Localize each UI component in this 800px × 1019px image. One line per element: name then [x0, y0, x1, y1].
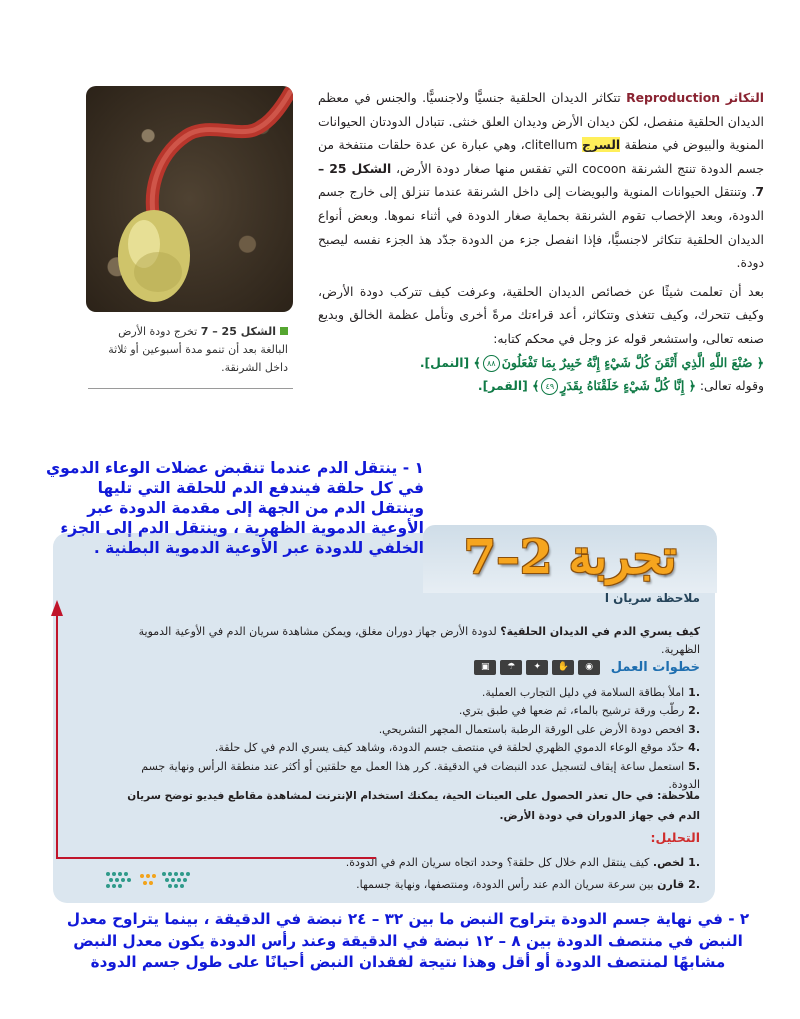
experiment-title: تجربة 2–7: [463, 530, 677, 585]
reproduction-text-3: . وتنتقل الحيوانات المنوية والبويضات إلى داخل الشرنقة عندما تنزلق إلى خارج جسم الدودة، وبعد الإخصاب تقوم الشرنقة بحماية صغار الدودة في أثناء نموها. وبعض أنواع الديدان الحلقية تتكاثر لاجنسيًّا، فإذا انفصل جزء من الدودة جدّد هذ الجزء نفسه ليصبح دودة.: [318, 184, 764, 271]
step-number: .1: [688, 686, 700, 699]
experiment-note: ملاحظة: في حال تعذر الحصول على العينات الحية، يمكنك استخدام الإنترنت لمشاهدة مقاطع فيديو توضح سريان الدم في جهاز الدوران في دودة الأرض.: [127, 790, 700, 822]
steps-list: [110, 684, 700, 794]
reproduction-term: التكاثر Reproduction: [626, 90, 764, 105]
figure-reference: الشكل 25 – 7: [318, 160, 764, 200]
experiment-subtitle: ملاحظة سريان ا: [604, 591, 700, 605]
analysis-heading: التحليل:: [650, 830, 700, 845]
animal-safety-icon: ✦: [526, 660, 548, 675]
verse-number-1: ٨٨: [483, 355, 500, 372]
list-item: [110, 852, 700, 874]
step-text: رطّب ورقة ترشيح بالماء، ثم ضعها في طبق بتري.: [458, 704, 685, 718]
experiment-intro-text: لدودة الأرض جهاز دوران مغلق، ويمكن مشاهدة سريان الدم في الأوعية الدموية الظهرية.: [138, 625, 700, 656]
caption-label: الشكل 25 – 7: [200, 325, 276, 338]
analysis-text: بين سرعة سريان الدم عند رأس الدودة، ومنتصفها، ونهاية جسمها.: [356, 878, 658, 891]
list-item: [110, 684, 700, 702]
step-number: .4: [688, 741, 700, 755]
annotation-note-2: ٢ - في نهاية جسم الدودة يتراوح النبض ما بين ٣٢ – ٢٤ نبضة في الدقيقة ، بينما يتراوح معدل النبض في منتصف الدودة بين ٨ – ١٢ نبضة في الدقيقة وعند رأس الدودة يكون معدل النبض مشابهًا لمنتصف الدودة أو أقل وهذا نتيجة لفقدان النبض أحيانًا على طول جسم الدودة: [66, 910, 750, 971]
list-item: [110, 739, 700, 757]
reflection-paragraph: [318, 280, 764, 398]
clitellum-highlight: السرج: [581, 137, 621, 153]
step-text: املأ بطاقة السلامة في دليل التجارب العملية.: [481, 686, 685, 699]
steps-heading: [440, 660, 700, 675]
analysis-list: [110, 852, 700, 896]
verse-source-1: ﴾ [النمل].: [419, 354, 481, 370]
analysis-label: لخص.: [652, 856, 685, 869]
caption-text: تخرج دودة الأرض البالغة بعد أن تنمو مدة أسبوعين أو ثلاثة داخل الشرنقة.: [108, 325, 288, 374]
analysis-number: .2: [688, 878, 700, 891]
analysis-label: قارن: [657, 878, 685, 891]
figure-caption: [88, 323, 288, 377]
caption-marker: [280, 327, 288, 335]
hand-safety-icon: ✋: [552, 660, 574, 675]
verse-number-2: ٤٩: [541, 378, 558, 395]
wash-hands-icon: ☂: [500, 660, 522, 675]
step-text: افحص دودة الأرض على الورقة الرطبة باستعمال المجهر التشريحي.: [378, 722, 685, 736]
reproduction-text-1: تتكاثر الديدان الحلقية جنسيًّا ولاجنسيًّا. والجنس في معظم الديدان الحلقية منفصل، لكن ديدان الأرض وديدان العلق خنثى. تتبادل الدودتان الحيوانات المنوية والبيوض في منطقة: [318, 90, 764, 153]
quran-verse-2: ﴿ إِنَّا كُلَّ شَيْءٍ خَلَقْنَاهُ بِقَدَرٍ: [560, 378, 696, 394]
step-number: .5: [688, 759, 700, 773]
step-text: استعمل ساعة إيقاف لتسجيل عدد النبضات في الدقيقة. كرر هذا العمل مع حلقتين أو أكثر عند منطقة الرأس ونهاية جسم الدودة.: [141, 759, 700, 792]
reproduction-paragraph: [318, 86, 764, 275]
vision-logo-icon: [102, 866, 198, 896]
list-item: [110, 721, 700, 739]
caption-divider: [88, 388, 293, 389]
eye-safety-icon: ◉: [578, 660, 600, 675]
experiment-question: كيف يسري الدم في الديدان الحلقية؟: [500, 625, 700, 638]
lab-coat-icon: ▣: [474, 660, 496, 675]
annotation-note-1: ١ - ينتقل الدم عندما تنقبض عضلات الوعاء الدموي في كل حلقة فيندفع الدم للحلقة التي تليها وينتقل الدم من الجهة إلى مقدمة الدودة عبر الأوعية الدموية الظهرية ، وينتقل الدم إلى الجزء الخلفي للدودة عبر الأوعية الدموية البطنية .: [45, 459, 424, 557]
analysis-text: كيف ينتقل الدم خلال كل حلقة؟ وحدد اتجاه سريان الدم في الدودة.: [345, 856, 653, 869]
steps-heading-label: خطوات العمل: [610, 660, 700, 675]
reproduction-text-2: clitellum، وهي عبارة عن عدة حلقات منتفخة من جسم الدودة تنتج الشرنقة cocoon التي تفقس منها صغار دودة الأرض،: [318, 137, 764, 176]
step-number: .2: [688, 704, 700, 718]
step-number: .3: [688, 722, 700, 736]
safety-icons: [474, 660, 600, 675]
list-item: [110, 702, 700, 720]
analysis-number: .1: [688, 856, 700, 869]
step-text: حدّد موقع الوعاء الدموي الظهري لحلقة في منتصف جسم الدودة، وشاهد كيف يسري الدم في كل حلقة.: [214, 741, 685, 755]
reflection-text: بعد أن تعلمت شيئًا عن خصائص الديدان الحلقية، وعرفت كيف تتركب دودة الأرض، وكيف تتحرك، وكيف تتغذى وتتكاثر، أعد قراءتك مرةً أخرى وتأمل عظمة الخالق وبديع صنعه تعالى، واستشعر قوله عز وجل في محكم كتابه:: [318, 283, 764, 346]
verse-source-2: ﴾ [القمر].: [477, 378, 540, 394]
list-item: [110, 874, 700, 896]
verse-2-intro: وقوله تعالى:: [695, 378, 764, 394]
earthworm-illustration: [86, 86, 293, 312]
quran-verse-1: ﴿ صُنْعَ اللَّهِ الَّذِي أَتْقَنَ كُلَّ شَيْءٍ إِنَّهُ خَبِيرٌ بِمَا تَفْعَلُونَ: [501, 354, 764, 370]
body-text-column: [318, 86, 764, 398]
earthworm-cocoon-photo: [86, 86, 293, 312]
experiment-intro: [112, 623, 700, 659]
